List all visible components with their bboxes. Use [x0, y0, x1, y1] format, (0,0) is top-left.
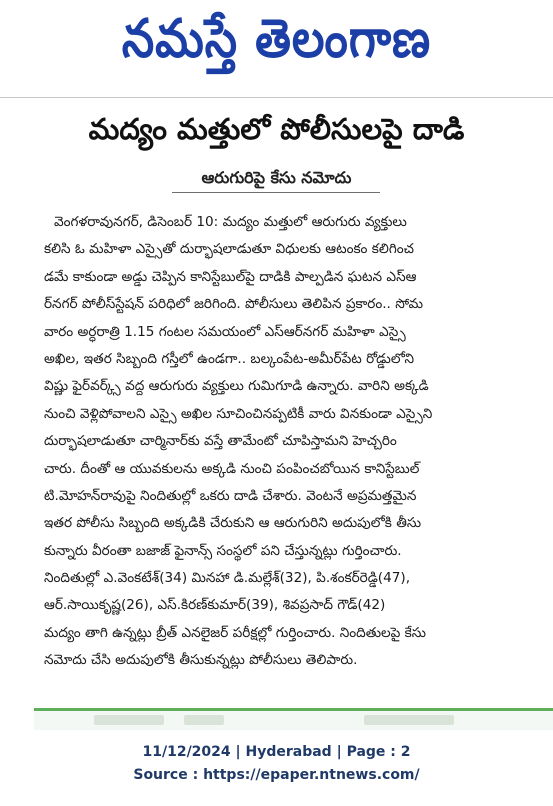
article-body — [44, 209, 539, 675]
article-line: నమోదు చేసి అదుపులోకి తీసుకున్నట్లు పోలీసులు తెలిపారు. — [44, 652, 358, 669]
article-line: కలిసి ఓ మహిళా ఎస్సైతో దుర్భాషలాడుతూ విధులకు ఆటంకం కలిగించ — [44, 241, 414, 258]
article-line: టి.మోహన్‌రావుపై నిందితుల్లో ఒకరు దాడి చేశారు. వెంటనే అప్రమత్తమైన — [44, 487, 417, 504]
masthead-logo-text: నమస్తే తెలంగాణ — [121, 7, 432, 70]
article-line: వారం అర్ధరాత్రి 1.15 గంటల సమయంలో ఎస్‌ఆర్‌నగర్ మహిళా ఎస్సై — [44, 323, 406, 340]
article-line: ఇతర పోలీసు సిబ్బంది అక్కడికి చేరుకుని ఆ ఆరుగురిని అదుపులోకి తీసు — [44, 515, 422, 532]
masthead-divider — [0, 97, 553, 98]
article-line: ఆర్.సాయికృష్ణ(26), ఎస్.కిరణ్‌కుమార్(39), శివప్రసాద్ గౌడ్(42) — [44, 597, 386, 614]
article-subheadline: ఆరుగురిపై కేసు నమోదు — [201, 168, 352, 187]
article-line: దుర్భాషలాడుతూ చార్మినార్‌కు వస్తే తామేంటో చూపిస్తామని హెచ్చరిం — [44, 433, 397, 450]
footer-date-line: 11/12/2024 | Hyderabad | Page : 2 — [142, 744, 411, 760]
advertisement-strip — [34, 708, 553, 730]
article-line: చారు. దీంతో ఆ యువకులను అక్కడి నుంచి పంపించబోయిన కానిస్టేబుల్ — [44, 460, 420, 477]
article-line: వెంగళరావునగర్, డిసెంబర్ 10: మద్యం మత్తులో ఆరుగురు వ్యక్తులు — [54, 214, 407, 230]
article-line: అఖిల, ఇతర సిబ్బంది గస్తీలో ఉండగా.. బల్కంపేట-అమీర్‌పేట రోడ్డులోని — [44, 350, 415, 367]
article-line: డమే కాకుండా అడ్డు చెప్పిన కానిస్టేబుల్‌పై దాడికి పాల్పడిన ఘటన ఎస్‌ఆ — [44, 268, 417, 285]
article-line: కున్నారు వీరంతా బజాజ్ ఫైనాన్స్ సంస్థలో పని చేస్తున్నట్లు గుర్తించారు. — [44, 542, 402, 559]
article-headline: మద్యం మత్తులో పోలీసులపై దాడి — [88, 112, 465, 146]
subheadline-underline — [172, 192, 380, 193]
ad-fragment — [364, 715, 454, 725]
ad-fragment — [94, 715, 164, 725]
article-line: మద్యం తాగి ఉన్నట్లు బ్రీత్ ఎనలైజర్ పరీక్షల్లో గుర్తించారు. నిందితులపై కేసు — [44, 624, 427, 641]
footer-source-line: Source : https://epaper.ntnews.com/ — [133, 767, 420, 783]
masthead — [0, 0, 553, 90]
ad-fragment — [184, 715, 224, 725]
article-line: నుంచి వెళ్లిపోవాలని ఎస్సై అఖిల సూచించినప్పటికీ వారు వినకుండా ఎస్సైని — [44, 405, 433, 422]
article-line: ర్‌నగర్ పోలీస్‌స్టేషన్ పరిధిలో జరిగింది. పోలీసులు తెలిపిన ప్రకారం.. సోమ — [44, 296, 423, 313]
article-line: విష్ణు ఫైర్‌వర్క్స్ వద్ద ఆరుగురు వ్యక్తులు గుమిగూడి ఉన్నారు. వారిని అక్కడి — [44, 378, 429, 395]
article-line: నిందితుల్లో ఎ.వెంకటేశ్(34) మినహా డి.మల్లేశ్(32), పి.శంకర్‌రెడ్డి(47), — [44, 570, 411, 587]
